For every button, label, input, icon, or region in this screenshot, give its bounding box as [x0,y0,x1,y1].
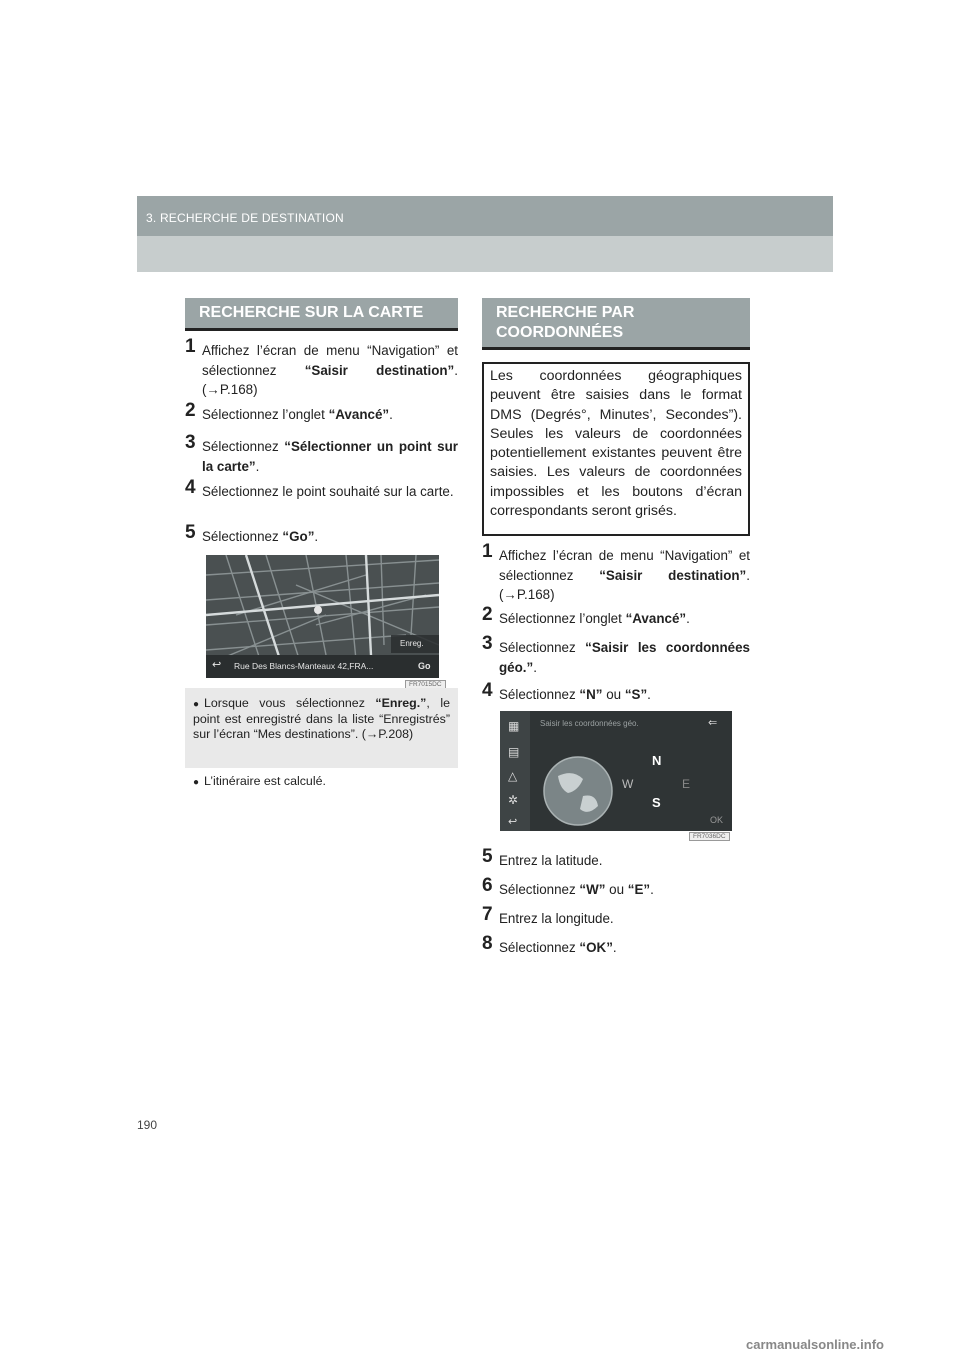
west-button-label: W [622,777,634,791]
info-box: Les coordonnées géographiques peuvent être saisies dans le format DMS (Degrés°, Minutes’, Secondes”). Seules les valeurs de coordonnées potentiellement existantes peuvent être saisies. Les valeurs de coordonnées impossibles et les boutons d’écran correspondants seront grisés. [482,362,750,536]
grid-icon: ▤ [508,745,520,759]
right-step-5: 5 Entrez la latitude. [482,846,603,868]
back-icon: ↩ [212,659,222,671]
page-number: 190 [137,1118,158,1132]
bullet-icon: ● [193,777,200,788]
chapter-title: 3. RECHERCHE DE DESTINATION [146,211,344,225]
road-icon: △ [508,769,518,783]
left-step-1: 1 Affichez l’écran de menu “Navigation” et sélectionnez “Saisir destination”. (→P.168) [185,336,458,397]
map-streets-graphic [206,555,439,678]
left-step-5: 5 Sélectionnez “Go”. [185,522,319,544]
bullet-icon: ● [193,699,200,710]
right-step-4: 4 Sélectionnez “N” ou “S”. [482,680,651,702]
settings-icon: ✲ [508,793,519,807]
left-step-2: 2 Sélectionnez l’onglet “Avancé”. [185,400,393,422]
coordinates-screenshot [500,711,732,831]
globe-graphic [538,751,618,831]
save-button-label: Enreg. [400,639,424,648]
right-step-6: 6 Sélectionnez “W” ou “E”. [482,875,654,897]
east-button-label: E [682,777,691,791]
watermark: carmanualsonline.info [746,1337,884,1352]
figure-code-left: FR7015DC [405,680,446,689]
map-address: Rue Des Blancs-Manteaux 42,FRA... [234,661,374,671]
north-button-label: N [652,753,662,768]
ok-button-label: OK [710,815,724,825]
right-step-1: 1 Affichez l’écran de menu “Navigation” et sélectionnez “Saisir destination”. (→P.168) [482,541,750,602]
back-icon: ↩ [508,816,518,828]
right-step-7: 7 Entrez la longitude. [482,904,614,926]
note-box: ● Lorsque vous sélectionnez “Enreg.”, le point est enregistré dans la liste “Enregistrés” sur l’écran “Mes destinations”. (→P.208) [185,688,458,768]
coord-screen-title: Saisir les coordonnées géo. [540,719,639,728]
section-heading-map-search: RECHERCHE SUR LA CARTE [185,298,458,331]
flag-icon: ▦ [508,719,520,733]
right-step-3: 3 Sélectionnez “Saisir les coordonnées géo.”. [482,633,750,675]
right-step-8: 8 Sélectionnez “OK”. [482,933,617,955]
section-heading-coord-search: RECHERCHE PAR COORDONNÉES [482,298,750,350]
map-screenshot [206,555,439,678]
right-step-2: 2 Sélectionnez l’onglet “Avancé”. [482,604,690,626]
backspace-icon: ⇐ [708,717,718,729]
south-button-label: S [652,795,661,810]
left-step-3: 3 Sélectionnez “Sélectionner un point sur la carte”. [185,432,458,474]
left-step-4: 4 Sélectionnez le point souhaité sur la carte. [185,477,454,499]
header-subband [137,236,833,272]
figure-code-right: FR7036DC [689,832,730,841]
note-route-calculated: ● L’itinéraire est calculé. [193,774,326,788]
go-button-label: Go [418,661,431,671]
